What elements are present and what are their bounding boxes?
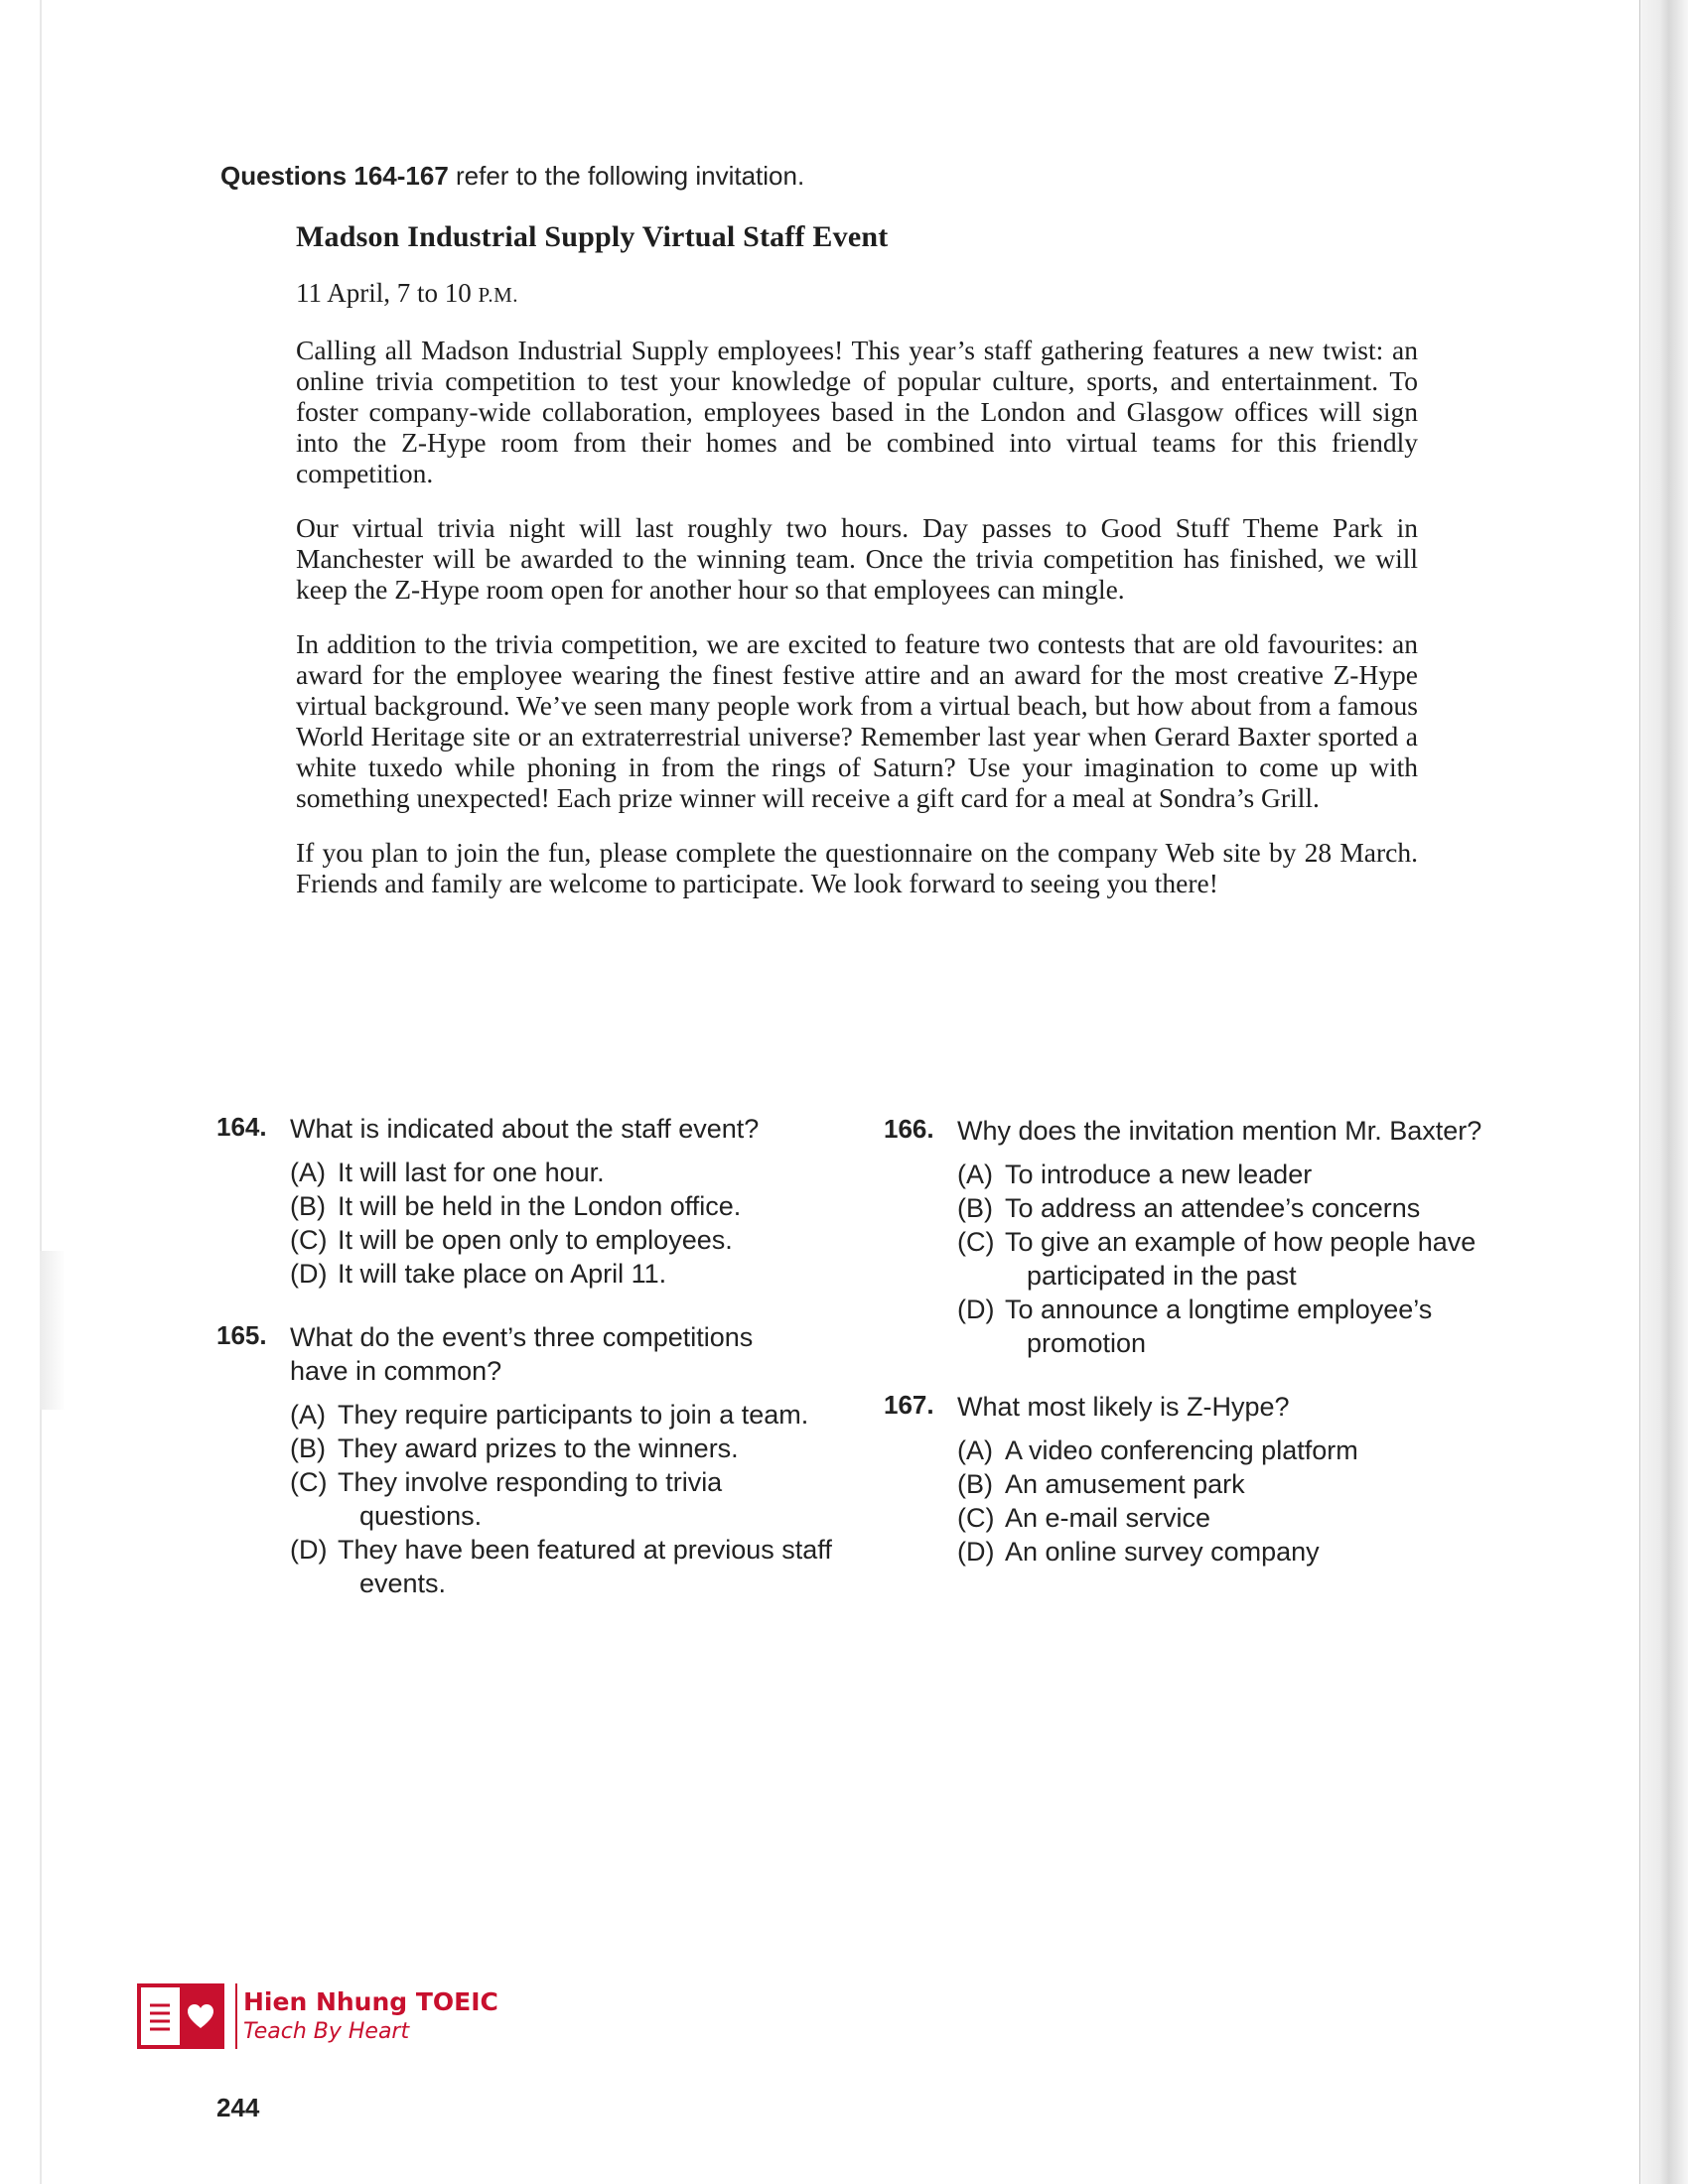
option-text: A video conferencing platform — [1005, 1435, 1358, 1465]
option-text: An amusement park — [1005, 1469, 1245, 1499]
date-text: 11 April, 7 to 10 — [296, 278, 479, 308]
option-a[interactable] — [290, 1156, 852, 1189]
option-letter: (C) — [290, 1467, 328, 1497]
option-d[interactable] — [290, 1533, 834, 1600]
page-number: 244 — [216, 2093, 260, 2122]
paragraph-1: Calling all Madson Industrial Supply employees! This year’s staff gathering features a new twist: an online trivia competition to test your knowledge of popular culture, sports, and entertainment. To foster company-wide collaboration, employees based in the London and Glasgow offices will sign into the Z-Hype room from their homes and be combined into virtual teams for this friendly competition. — [296, 335, 1418, 488]
option-b[interactable] — [290, 1432, 852, 1465]
option-b[interactable] — [290, 1189, 852, 1223]
option-text: They involve responding to trivia questions. — [338, 1467, 723, 1531]
publisher-logo — [136, 1981, 533, 2051]
option-text: It will be open only to employees. — [338, 1225, 733, 1255]
questions-intro — [220, 161, 804, 192]
option-letter: (A) — [290, 1400, 326, 1430]
paragraph-4: If you plan to join the fun, please complete the questionnaire on the company Web site by 28 March. Friends and family are welcome to participate. We look forward to seeing you there! — [296, 837, 1418, 898]
question-166 — [884, 1114, 1519, 1360]
question-number: 164. — [216, 1112, 267, 1142]
option-letter: (A) — [957, 1160, 993, 1189]
option-text: They have been featured at previous staff events. — [338, 1535, 832, 1598]
question-167 — [884, 1390, 1519, 1569]
option-text: An online survey company — [1005, 1537, 1320, 1567]
question-stem: Why does the invitation mention Mr. Baxter? — [957, 1116, 1482, 1146]
option-a[interactable] — [957, 1433, 1519, 1467]
options — [957, 1158, 1519, 1360]
option-text: They award prizes to the winners. — [338, 1433, 739, 1463]
option-text: To announce a longtime employee’s promotion — [1005, 1295, 1433, 1358]
scan-edge-right — [1639, 0, 1688, 2184]
option-letter: (B) — [290, 1433, 326, 1463]
brand-tagline: Teach By Heart — [243, 2019, 410, 2044]
option-text: To address an attendee’s concerns — [1005, 1193, 1421, 1223]
option-c[interactable] — [957, 1225, 1501, 1293]
option-letter: (A) — [290, 1158, 326, 1187]
invitation-date — [296, 278, 1418, 309]
option-d[interactable] — [290, 1257, 852, 1291]
option-d[interactable] — [957, 1535, 1519, 1569]
question-range: Questions 164-167 — [220, 161, 449, 191]
date-suffix: P.M. — [478, 283, 519, 307]
option-d[interactable] — [957, 1293, 1501, 1360]
option-letter: (B) — [290, 1191, 326, 1221]
brand-name: Hien Nhung TOEIC — [243, 1987, 498, 2016]
option-c[interactable] — [957, 1501, 1519, 1535]
scan-edge-left — [40, 0, 42, 2184]
options — [290, 1398, 852, 1600]
options — [290, 1156, 852, 1291]
question-164 — [216, 1112, 852, 1291]
option-letter: (A) — [957, 1435, 993, 1465]
questions-column-left — [216, 1112, 852, 1630]
question-stem: What most likely is Z-Hype? — [957, 1392, 1290, 1422]
option-a[interactable] — [290, 1398, 852, 1432]
option-letter: (B) — [957, 1469, 993, 1499]
option-c[interactable] — [290, 1223, 852, 1257]
logo-divider — [235, 1983, 237, 2049]
question-number: 165. — [216, 1320, 267, 1350]
question-number: 166. — [884, 1114, 934, 1144]
option-text: To introduce a new leader — [1005, 1160, 1313, 1189]
paragraph-2: Our virtual trivia night will last roughly two hours. Day passes to Good Stuff Theme Park in Manchester will be awarded to the winning team. Once the trivia competition has finished, we will keep the Z-Hype room open for another hour so that employees can mingle. — [296, 512, 1418, 605]
option-letter: (D) — [957, 1295, 995, 1324]
question-stem: What do the event’s three competitions have in common? — [290, 1322, 754, 1386]
question-165 — [216, 1320, 852, 1600]
options — [957, 1433, 1519, 1569]
option-text: They require participants to join a team. — [338, 1400, 809, 1430]
option-letter: (C) — [290, 1225, 328, 1255]
option-text: To give an example of how people have participated in the past — [1005, 1227, 1477, 1291]
invitation — [296, 220, 1418, 922]
option-b[interactable] — [957, 1467, 1519, 1501]
option-text: It will be held in the London office. — [338, 1191, 742, 1221]
option-text: It will last for one hour. — [338, 1158, 605, 1187]
option-a[interactable] — [957, 1158, 1519, 1191]
option-text: It will take place on April 11. — [338, 1259, 667, 1289]
invitation-title: Madson Industrial Supply Virtual Staff Event — [296, 220, 889, 253]
option-c[interactable] — [290, 1465, 794, 1533]
option-text: An e-mail service — [1005, 1503, 1211, 1533]
option-letter: (C) — [957, 1503, 995, 1533]
book-heart-icon — [136, 1981, 225, 2051]
intro-text: refer to the following invitation. — [448, 161, 805, 191]
option-b[interactable] — [957, 1191, 1519, 1225]
questions-column-right — [884, 1114, 1519, 1598]
scan-shadow — [40, 1251, 66, 1410]
option-letter: (D) — [957, 1537, 995, 1567]
option-letter: (D) — [290, 1535, 328, 1565]
option-letter: (D) — [290, 1259, 328, 1289]
question-number: 167. — [884, 1390, 934, 1420]
paragraph-3: In addition to the trivia competition, we are excited to feature two contests that are old favourites: an award for the employee wearing the finest festive attire and an award for the most creative Z-Hype virtual background. We’ve seen many people work from a virtual beach, but how about from a famous World Heritage site or an extraterrestrial universe? Remember last year when Gerard Baxter sported a white tuxedo while phoning in from the rings of Saturn? Use your imagination to come up with something unexpected! Each prize winner will receive a gift card for a meal at Sondra’s Grill. — [296, 628, 1418, 813]
option-letter: (B) — [957, 1193, 993, 1223]
question-stem: What is indicated about the staff event? — [290, 1114, 760, 1144]
option-letter: (C) — [957, 1227, 995, 1257]
